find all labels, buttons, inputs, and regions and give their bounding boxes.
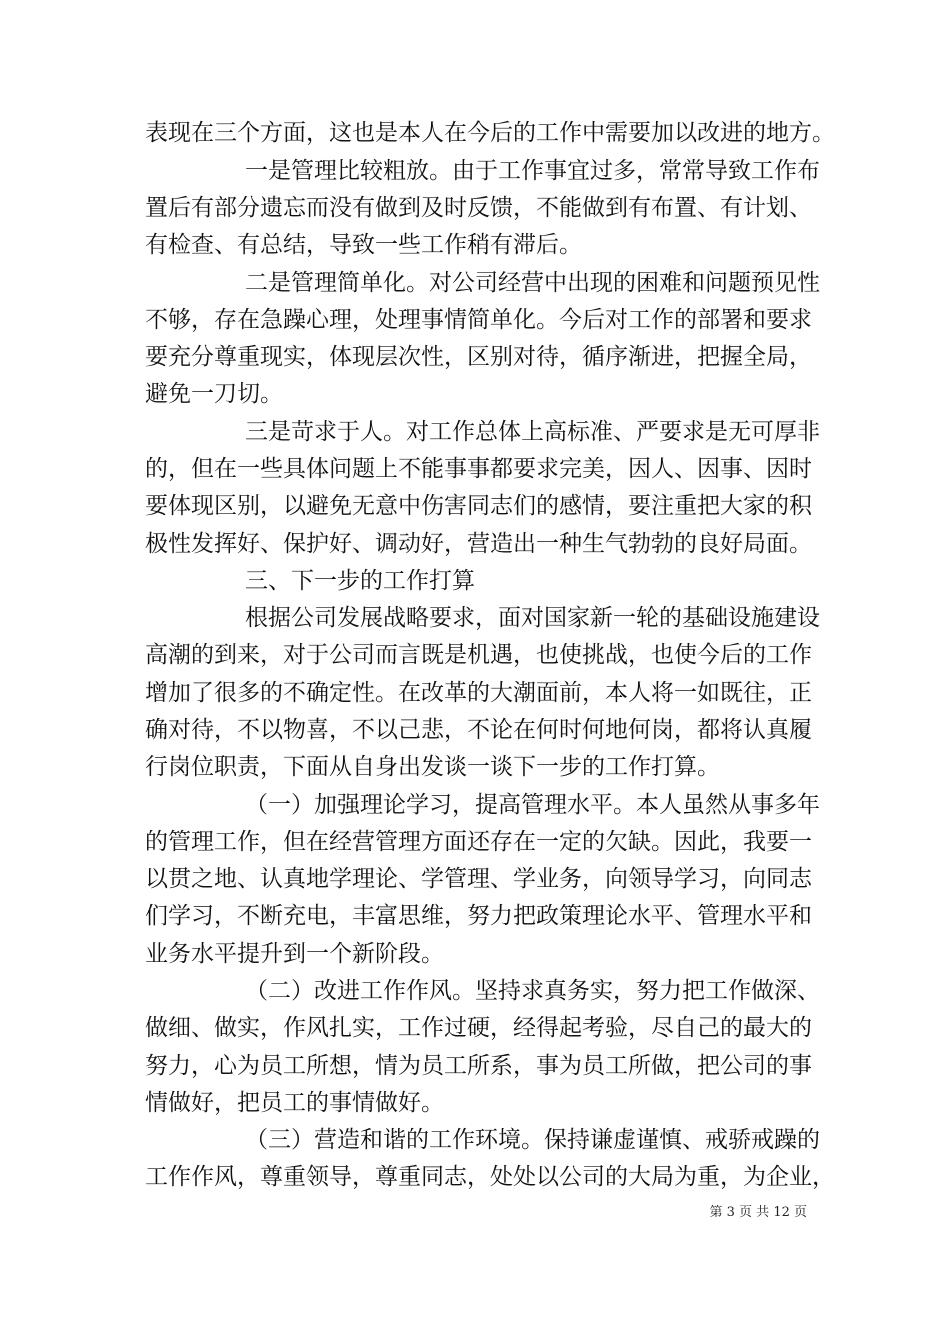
body-text-line: 的，但在一些具体问题上不能事事都要求完美，因人、因事、因时 bbox=[145, 456, 812, 482]
body-text-line: 做细、做实，作风扎实，工作过硬，经得起考验，尽自己的最大的 bbox=[145, 1015, 812, 1041]
body-text-line: 二是管理简单化。对公司经营中出现的困难和问题预见性 bbox=[245, 270, 820, 296]
body-text-line: 极性发挥好、保护好、调动好，营造出一种生气勃勃的良好局面。 bbox=[145, 531, 812, 557]
body-text-line: （一）加强理论学习，提高管理水平。本人虽然从事多年 bbox=[245, 792, 820, 818]
body-text-line: （三）营造和谐的工作环境。保持谦虚谨慎、戒骄戒躁的 bbox=[245, 1127, 820, 1153]
body-text-line: 努力，心为员工所想，情为员工所系，事为员工所做，把公司的事 bbox=[145, 1053, 812, 1079]
body-text-line: 业务水平提升到一个新阶段。 bbox=[145, 941, 444, 967]
section-heading: 三、下一步的工作打算 bbox=[245, 568, 475, 594]
body-text-line: 三是苛求于人。对工作总体上高标准、严要求是无可厚非 bbox=[245, 419, 820, 445]
body-text-line: 要充分尊重现实，体现层次性，区别对待，循序渐进，把握全局， bbox=[145, 344, 812, 370]
body-text-line: 们学习，不断充电，丰富思维，努力把政策理论水平、管理水平和 bbox=[145, 903, 812, 929]
body-text-line: 不够，存在急躁心理，处理事情简单化。今后对工作的部署和要求 bbox=[145, 307, 812, 333]
body-text-line: 情做好，把员工的事情做好。 bbox=[145, 1090, 444, 1116]
body-text-line: 置后有部分遗忘而没有做到及时反馈，不能做到有布置、有计划、 bbox=[145, 195, 812, 221]
body-text-line: 以贯之地、认真地学理论、学管理、学业务，向领导学习，向同志 bbox=[145, 866, 812, 892]
body-text-line: 工作作风，尊重领导，尊重同志，处处以公司的大局为重，为企业， bbox=[145, 1164, 835, 1190]
page-number-footer: 第 3 页 共 12 页 bbox=[709, 1205, 807, 1220]
body-text-line: 避免一刀切。 bbox=[145, 381, 283, 407]
body-text-line: 一是管理比较粗放。由于工作事宜过多，常常导致工作布 bbox=[245, 158, 820, 184]
body-text-line: 表现在三个方面，这也是本人在今后的工作中需要加以改进的地方。 bbox=[145, 120, 835, 146]
body-text-line: 增加了很多的不确定性。在改革的大潮面前，本人将一如既往，正 bbox=[145, 680, 812, 706]
body-text-line: 要体现区别，以避免无意中伤害同志们的感情，要注重把大家的积 bbox=[145, 493, 812, 519]
body-text-line: 确对待，不以物喜，不以己悲，不论在何时何地何岗，都将认真履 bbox=[145, 717, 812, 743]
body-text-line: 高潮的到来，对于公司而言既是机遇，也使挑战，也使今后的工作 bbox=[145, 642, 812, 668]
body-text-line: 行岗位职责，下面从自身出发谈一谈下一步的工作打算。 bbox=[145, 754, 720, 780]
body-text-line: 根据公司发展战略要求，面对国家新一轮的基础设施建设 bbox=[245, 605, 820, 631]
body-text-line: 有检查、有总结，导致一些工作稍有滞后。 bbox=[145, 232, 582, 258]
body-text-line: （二）改进工作作风。坚持求真务实，努力把工作做深、 bbox=[245, 978, 820, 1004]
body-text-line: 的管理工作，但在经营管理方面还存在一定的欠缺。因此，我要一 bbox=[145, 829, 812, 855]
